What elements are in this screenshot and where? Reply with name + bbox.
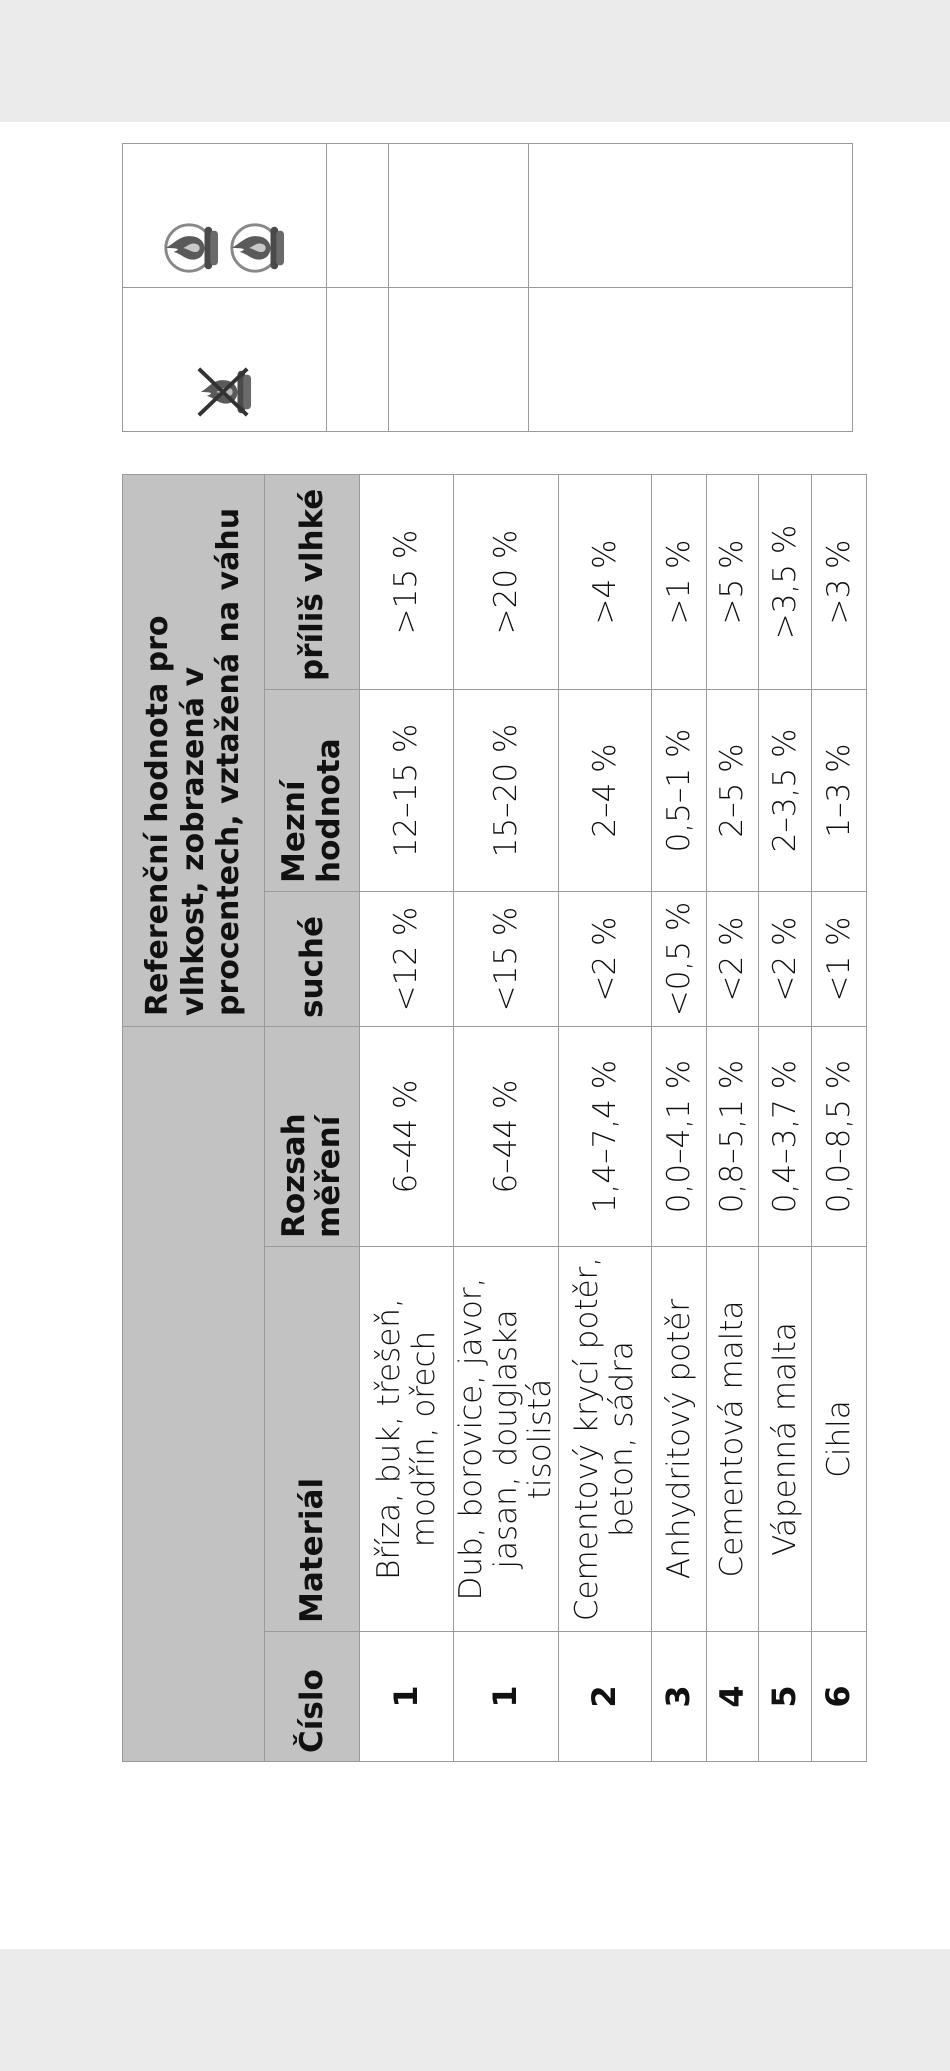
- header-wet: příliš vlhké: [265, 474, 360, 689]
- empty-cell: [389, 144, 529, 288]
- cell-dry: <15 %: [454, 891, 559, 1026]
- cell-range: 1,4–7,4 %: [559, 1026, 652, 1246]
- cell-limit: 2–3,5 %: [759, 689, 812, 891]
- header-blank: [123, 1026, 265, 1761]
- cell-range: 6–44 %: [454, 1026, 559, 1246]
- cell-material: Vápenná malta: [759, 1247, 812, 1632]
- empty-cell: [327, 144, 389, 288]
- cell-range: 6–44 %: [360, 1026, 454, 1246]
- cell-material: Cementový krycí potěr, beton, sádra: [559, 1247, 652, 1632]
- campfire-icon: [159, 219, 221, 277]
- cell-wet: >3 %: [812, 474, 867, 689]
- cell-dry: <2 %: [707, 891, 759, 1026]
- table-row: [707, 474, 759, 1761]
- cell-material: Cihla: [812, 1247, 867, 1632]
- header-range: Rozsah měření: [265, 1026, 360, 1246]
- cell-number: 6: [812, 1632, 867, 1762]
- cell-dry: <1 %: [812, 891, 867, 1026]
- empty-cell: [327, 288, 389, 432]
- cell-dry: <2 %: [559, 891, 652, 1026]
- cell-range: 0,0–4,1 %: [652, 1026, 707, 1246]
- empty-cell: [529, 288, 853, 432]
- empty-cell: [529, 144, 853, 288]
- header-material: Materiál: [265, 1247, 360, 1632]
- table-row: [759, 474, 812, 1761]
- header-dry: suché: [265, 891, 360, 1026]
- cell-limit: 0,5–1 %: [652, 689, 707, 891]
- cell-limit: 12–15 %: [360, 689, 454, 891]
- cell-material: Dub, borovice, javor, jasan, douglaska tisolistá: [454, 1247, 559, 1632]
- cell-range: 0,8–5,1 %: [707, 1026, 759, 1246]
- header-group-title: Referenční hodnota pro vlhkost, zobrazená v procentech, vztažená na váhu: [123, 474, 265, 1026]
- table-row: [652, 474, 707, 1761]
- cell-wet: >4 %: [559, 474, 652, 689]
- cell-wet: >5 %: [707, 474, 759, 689]
- empty-cell: [389, 288, 529, 432]
- cell-limit: 2–5 %: [707, 689, 759, 891]
- cell-wet: >20 %: [454, 474, 559, 689]
- cell-range: 0,0–8,5 %: [812, 1026, 867, 1246]
- cell-range: 0,4–3,7 %: [759, 1026, 812, 1246]
- cell-wet: >1 %: [652, 474, 707, 689]
- dry-icon-cell: [123, 288, 327, 432]
- cell-number: 3: [652, 1632, 707, 1762]
- cell-number: 5: [759, 1632, 812, 1762]
- cell-wet: >15 %: [360, 474, 454, 689]
- cell-material: Bříza, buk, třešeň, modřín, ořech: [360, 1247, 454, 1632]
- campfire-icon: [225, 219, 287, 277]
- cell-material: Cementová malta: [707, 1247, 759, 1632]
- cell-dry: <12 %: [360, 891, 454, 1026]
- header-number: Číslo: [265, 1632, 360, 1762]
- cell-limit: 1–3 %: [812, 689, 867, 891]
- cell-wet: >3,5 %: [759, 474, 812, 689]
- table-row: [812, 474, 867, 1761]
- table-row: [360, 474, 454, 1761]
- table-row: [559, 474, 652, 1761]
- icon-legend-table: [122, 144, 852, 432]
- campfire-crossed-icon: [192, 363, 254, 421]
- cell-number: 2: [559, 1632, 652, 1762]
- wet-icon-cell: [123, 144, 327, 288]
- cell-limit: 15–20 %: [454, 689, 559, 891]
- header-limit: Mezní hodnota: [265, 689, 360, 891]
- cell-material: Anhydritový potěr: [652, 1247, 707, 1632]
- cell-dry: <2 %: [759, 891, 812, 1026]
- cell-dry: <0,5 %: [652, 891, 707, 1026]
- cell-number: 1: [360, 1632, 454, 1762]
- table-row: [454, 474, 559, 1761]
- moisture-reference-table: [122, 475, 857, 1762]
- cell-number: 1: [454, 1632, 559, 1762]
- cell-limit: 2–4 %: [559, 689, 652, 891]
- cell-number: 4: [707, 1632, 759, 1762]
